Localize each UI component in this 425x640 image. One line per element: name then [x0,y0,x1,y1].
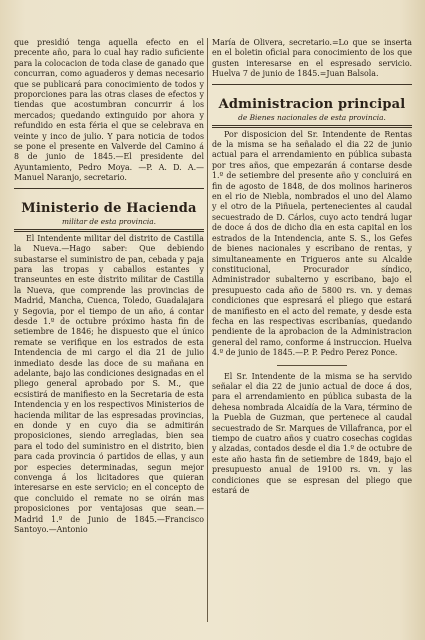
molinos-notice-text: Por disposicion del Sr. Intendente de Rentas de la misma se ha señalado el dia 22 de junio actual para el arrendamiento en pública subasta por tres años, que empezarán á contarse desde 1.º de setiembre del presente año y concluirá en fin de agosto de 1848, de dos molinos harineros en el rio de Niebla, nombrados el uno del Alamo y el otro de la Piñuela, pertenecientes al caudal secuestrado de D. Cárlos, cuyo acto tendrá lugar de doce á dos de dicho dia en esta capital en los estrados de la Intendencia, ante S. S., los Gefes de bienes nacionales y escribano de rentas, y simultaneamente en Trigueros ante su Alcalde constitucional, Procurador síndico, Administrador subalterno y escribano, bajo el presupuesto cada año de 5800 rs. vn. y demas condiciones que espresará el pliego que estará de manifiesto en el acto del remate, y desde esta fecha en las respectivas escribanías, quedando pendiente de la aprobacion de la Administracion general del ramo, conforme á instruccion. Huelva 4.º de junio de 1845.—P. P. Pedro Perez Ponce. [212,129,412,358]
column-divider [207,38,208,622]
ministerio-heading: Ministerio de Hacienda [21,200,197,216]
valverde-notice-text: que presidió tenga aquella efecto en el precente año, para lo cual hay radio suficiente para la colocacion de toda clase de ganado que concurran, como aguaderos y demas necesario que se publicará para conocimiento de todos y proporciones para las otras clases de efectos y tiendas que acostumbran concurrir á los mercados; quedando extinguido por ahora y refundido en esta féria el que se celebrava en veinte y inco de julio. Y para noticia de todos se pone el presente en Valverde del Camino á 8 de junio de 1845.—El presidente del Ayuntamiento, Pedro Moya. —P. A. D. A.—Manuel Naranjo, secretario. [14,38,204,183]
olivera-notice-text: María de Olivera, secretario.=Lo que se inserta en el boletin oficial para conocimiento de los que gusten interesarse en el espresado servicio. Huelva 7 de junio de 1845.=Juan Balsola. [212,38,412,79]
section-rule-bottom [14,229,204,232]
administracion-heading: Administracion principal [218,96,406,112]
dehesa-notice-text: El Sr. Intendente de la misma se ha servido señalar el dia 22 de junio actual de doce á dos, para el arrendamiento en pública subasta de la dehesa nombrada Alcaidía de la Vara, término de la Puebla de Guzman, que pertenece al caudal secuestrado de Sr. Marques de Villafranca, por el tiempo de cuatro años y cuatro cosechas cogidas y alzadas, contados desde el dia 1.º de octubre de este año hasta fin de setiembre de 1849, bajo el presupuesto anual de 19100 rs. vn. y las condiciones que se espresan del pliego que estará de [212,371,412,496]
administracion-subheading: de Bienes nacionales de esta provincia. [238,112,386,122]
right-column [212,38,412,624]
notice-separator [277,365,347,366]
intendente-notice-text: El Intendente militar del distrito de Castilla la Nueva.—Hago saber: Que debiendo subastarse el suministro de pan, cebada y paja para las tropas y caballos estantes y transeuntes en este distrito militar de Castilla la Nueva, que comprende las provincias de Madrid, Mancha, Cuenca, Toledo, Guadalajara y Segovia, por el tiempo de un año, á contar desde 1.º de octubre próximo hasta fin de setiembre de 1846; he dispuesto que el único remate se verifique en los estrados de esta Intendencia de mi cargo el dia 21 de julio inmediato desde las doce de su mañana en adelante, bajo las condiciones designadas en el pliego general aprobado por S. M., que ecsistirá de manifiesto en la Secretaria de esta Intendencia y en los respectivos Ministerios de hacienda militar de las espresadas provincias, en donde y en cuyo dia se admitirán proposiciones, siendo arregladas, bien sea para el todo del suministro en el distrito, bien para cada provincia ó partidos de ellas, y aun por especies determinadas, segun mejor convenga á los licitadores que quieran interesarse en este servicio; en el concepto de que concluido el remate no se oirán mas proposiciones por ventajosas que sean.—Madrid 1.º de Junio de 1845.—Francisco Santoyo.—Antonio [14,233,204,535]
section-rule-top [14,188,204,189]
section-rule-bottom [212,125,412,128]
left-column [14,38,204,624]
section-rule-top [212,84,412,85]
ministerio-subheading: militar de esta provincia. [62,216,156,226]
